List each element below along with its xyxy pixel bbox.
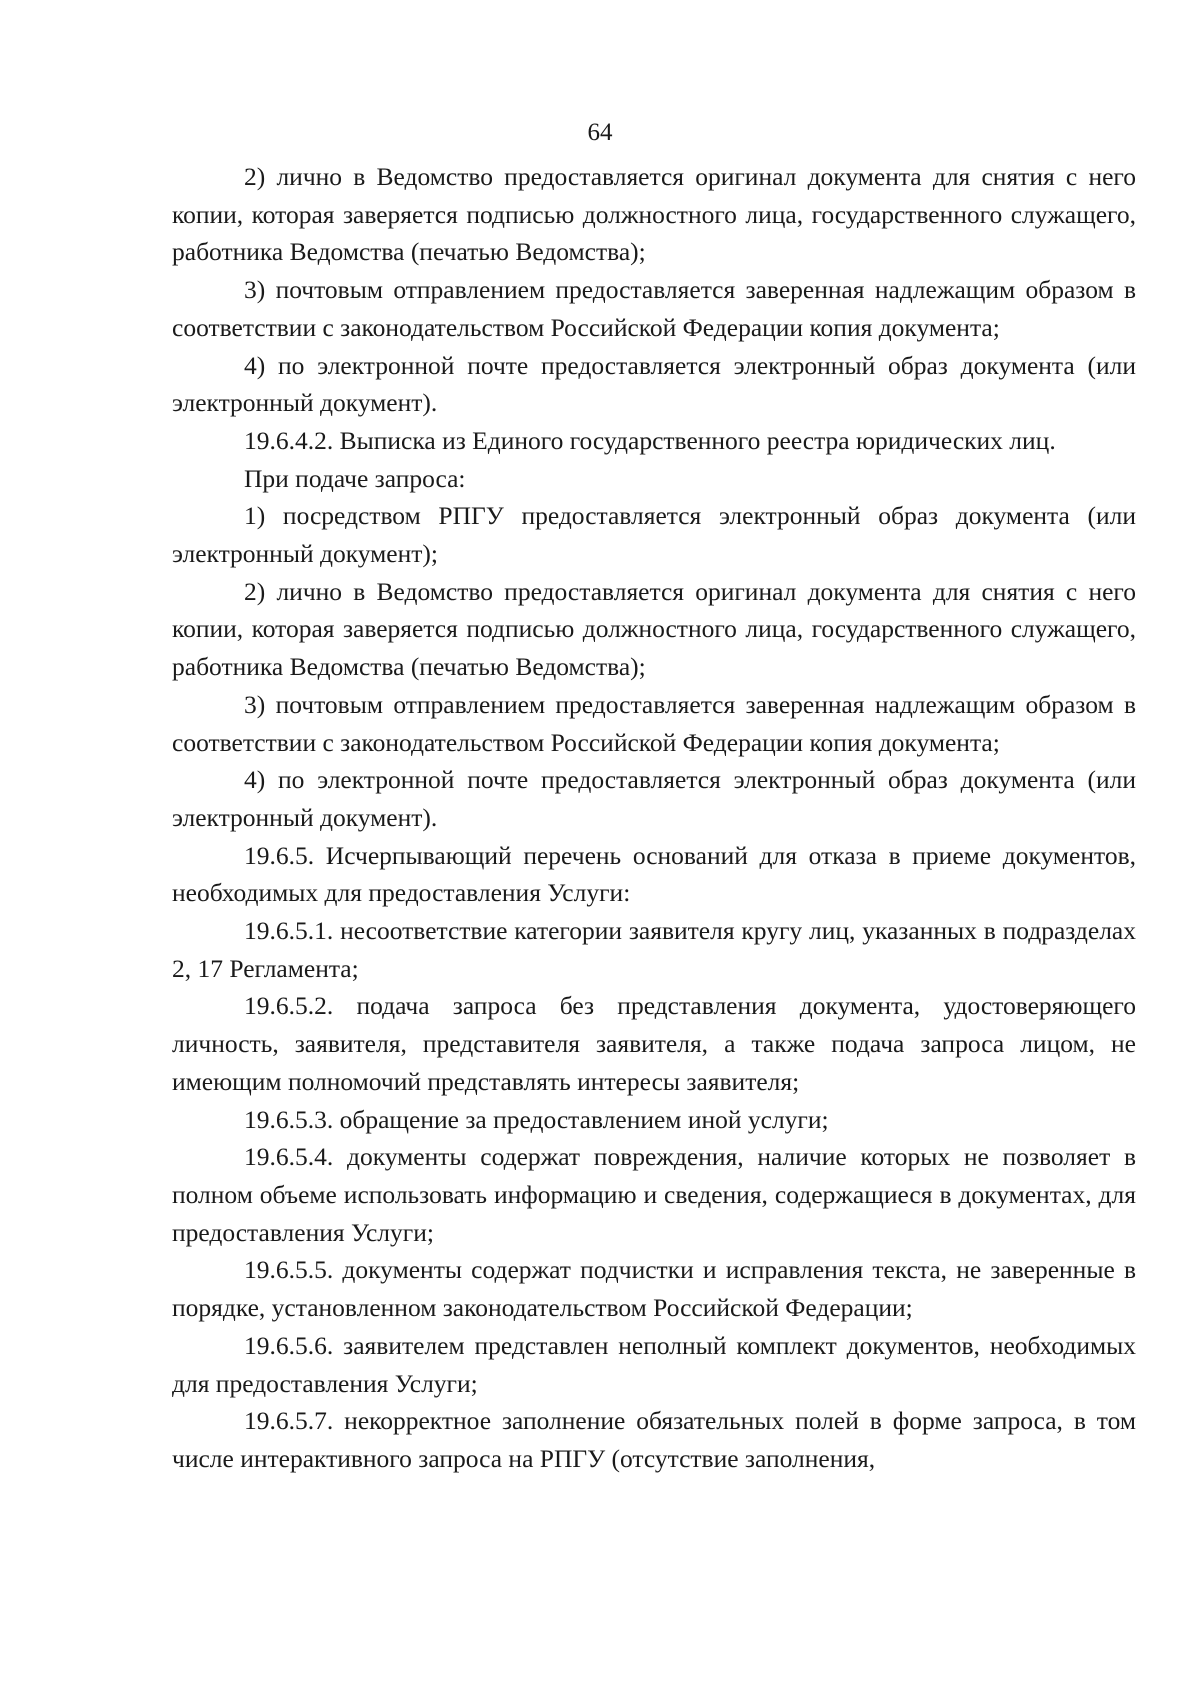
paragraph: При подаче запроса: [244, 463, 466, 493]
paragraph: 19.6.5.4. документы содержат повреждения, наличие которых не позволяет в полном объеме использовать информацию и сведения, содержащиеся в документах, для предоставления Услуги; [172, 1142, 1136, 1247]
paragraph: 19.6.5.5. документы содержат подчистки и исправления текста, не заверенные в порядке, установленном законодательством Российской Федерации; [172, 1255, 1136, 1323]
paragraph: 19.6.5.2. подача запроса без представления документа, удостоверяющего личность, заявителя, представителя заявителя, а также подача запроса лицом, не имеющим полномочий представлять интересы заявителя; [172, 991, 1136, 1096]
paragraph: 2) лично в Ведомство предоставляется оригинал документа для снятия с него копии, которая заверяется подписью должностного лица, государственного служащего, работника Ведомства (печатью Ведомства); [172, 162, 1136, 267]
paragraph: 19.6.4.2. Выписка из Единого государственного реестра юридических лиц. [244, 425, 1056, 455]
paragraph: 19.6.5.3. обращение за предоставлением иной услуги; [244, 1104, 829, 1134]
paragraph: 19.6.5. Исчерпывающий перечень оснований для отказа в приеме документов, необходимых для предоставления Услуги: [172, 840, 1136, 908]
paragraph: 1) посредством РПГУ предоставляется электронный образ документа (или электронный документ); [172, 501, 1136, 569]
paragraph: 19.6.5.7. некорректное заполнение обязательных полей в форме запроса, в том числе интерактивного запроса на РПГУ (отсутствие заполнения, [172, 1406, 1136, 1473]
paragraph: 2) лично в Ведомство предоставляется оригинал документа для снятия с него копии, которая заверяется подписью должностного лица, государственного служащего, работника Ведомства (печатью Ведомства); [172, 576, 1136, 682]
paragraph: 4) по электронной почте предоставляется электронный образ документа (или электронный документ). [172, 350, 1136, 418]
paragraph: 3) почтовым отправлением предоставляется заверенная надлежащим образом в соответствии с законодательством Российской Федерации копия документа; [172, 275, 1136, 342]
page-number: 64 [587, 119, 613, 146]
paragraph: 3) почтовым отправлением предоставляется заверенная надлежащим образом в соответствии с законодательством Российской Федерации копия документа; [172, 689, 1136, 757]
paragraph: 4) по электронной почте предоставляется электронный образ документа (или электронный документ). [172, 765, 1136, 832]
paragraph: 19.6.5.6. заявителем представлен неполный комплект документов, необходимых для предоставления Услуги; [172, 1330, 1136, 1398]
document-body [172, 158, 1136, 1478]
paragraph: 19.6.5.1. несоответствие категории заявителя кругу лиц, указанных в подразделах 2, 17 Регламента; [172, 916, 1136, 983]
